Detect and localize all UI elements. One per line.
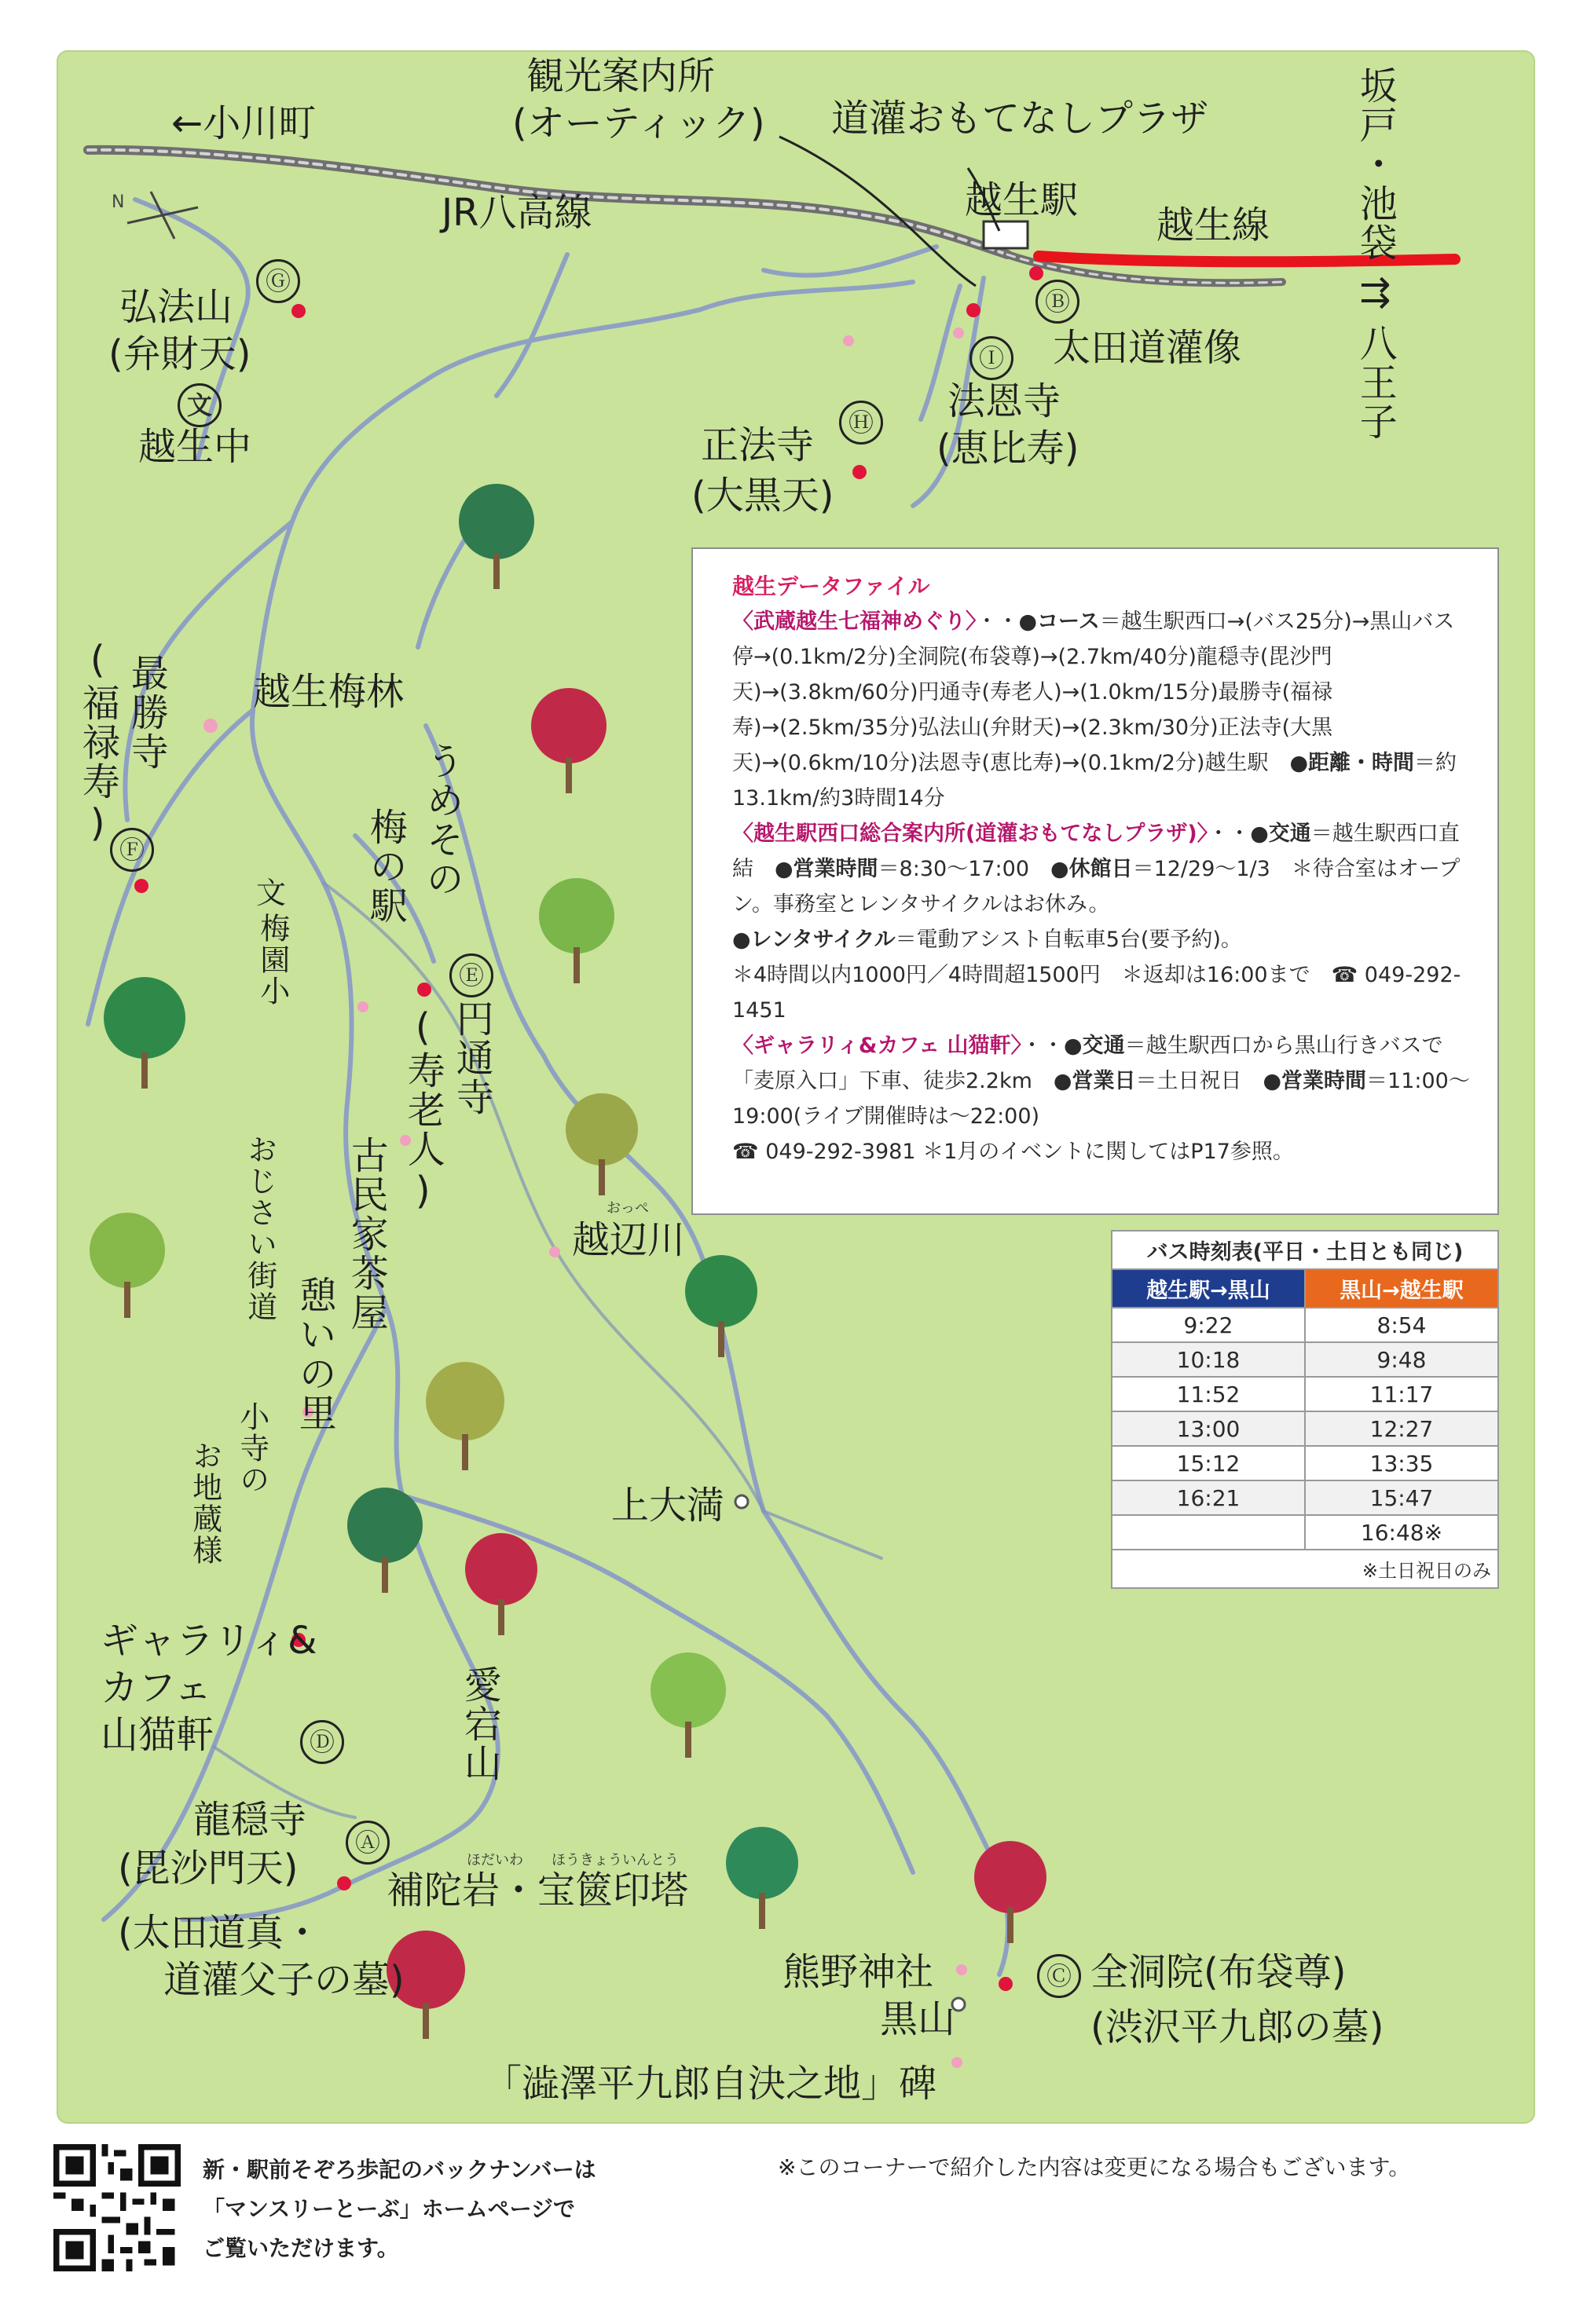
table-cell: 11:17 bbox=[1305, 1377, 1498, 1411]
label-kobozan-benzaiten: (弁財天) bbox=[108, 332, 251, 376]
label-hodaiwa: 補陀岩・宝篋印塔 bbox=[387, 1868, 689, 1912]
label-gallery-1: ギャラリィ& bbox=[101, 1619, 317, 1663]
hours-text: ＝8:30〜17:00 bbox=[878, 857, 1030, 881]
label-plaza: 道灌おもてなしプラザ bbox=[831, 97, 1209, 141]
footer-line-1: 新・駅前そぞろ歩記のバックナンバーは bbox=[203, 2157, 596, 2183]
col-kuroyama-to-ogose: 黒山→越生駅 bbox=[1305, 1269, 1498, 1308]
bus-timetable-table bbox=[1111, 1268, 1499, 1550]
label-shibusawa-monument: 「澁澤平九郎自決之地」碑 bbox=[484, 2062, 937, 2106]
marker-i: Ⓘ bbox=[969, 336, 1013, 380]
label-ogose-station: 越生駅 bbox=[965, 178, 1079, 222]
table-row bbox=[1112, 1480, 1498, 1515]
label-saishoji: 最勝寺 bbox=[124, 653, 169, 771]
bus-timetable-note: ※土日祝日のみ bbox=[1111, 1550, 1499, 1589]
table-row bbox=[1112, 1308, 1498, 1342]
hours-text: ＝11:00〜19:00(ライブ開催時は〜22:00) bbox=[732, 1069, 1470, 1129]
marker-e: Ⓔ bbox=[449, 953, 493, 997]
footer-line-3: ご覧いただけます。 bbox=[203, 2235, 399, 2261]
table-row bbox=[1112, 1342, 1498, 1377]
data-file-section-gallery bbox=[732, 1028, 1474, 1169]
closed-label: ●休館日 bbox=[1050, 857, 1133, 881]
section-heading: 〈ギャラリィ&カフェ 山猫軒〉 bbox=[732, 1034, 1022, 1058]
table-cell bbox=[1112, 1515, 1305, 1550]
label-umesono: うめその bbox=[420, 741, 464, 898]
label-ryuonji-ota-2: 道灌父子の墓) bbox=[163, 1958, 405, 2002]
label-baien-elementary: 梅園小 bbox=[255, 913, 290, 1007]
data-file-title: 越生データファイル bbox=[732, 573, 930, 599]
hours-label: ●営業時間 bbox=[775, 857, 878, 881]
rental-label: ●レンタサイクル bbox=[732, 928, 896, 952]
access-label: ●交通 bbox=[1064, 1034, 1125, 1058]
label-ojisai-kaido: おじさい街道 bbox=[242, 1134, 277, 1323]
label-ryuonji-bishamonten: (毘沙門天) bbox=[118, 1846, 299, 1890]
label-ogose-bairin: 越生梅林 bbox=[253, 670, 405, 714]
label-atagoyama: 愛宕山 bbox=[457, 1665, 502, 1783]
road-11 bbox=[826, 1715, 913, 1872]
table-cell: 9:48 bbox=[1305, 1342, 1498, 1377]
hours-label: ●営業時間 bbox=[1263, 1069, 1367, 1093]
days-text: ＝土日祝日 bbox=[1135, 1069, 1242, 1093]
data-file-section-plaza bbox=[732, 816, 1474, 1028]
rental-text: ＝電動アシスト自転車5台(要予約)。 bbox=[895, 928, 1242, 952]
dots: ・・ bbox=[976, 609, 1019, 634]
rental-note: ＊4時間以内1000円／4時間超1500円 ＊返却は16:00まで ☎ 049-292-1451 bbox=[732, 963, 1461, 1023]
school-mark-ogose-chu: 文 bbox=[178, 383, 222, 427]
label-shohoji: 正法寺 bbox=[701, 423, 815, 467]
label-kominka-chaya: 古民家茶屋 bbox=[344, 1136, 389, 1332]
label-kuroyama: 黒山 bbox=[880, 1997, 956, 2041]
school-mark-baien: 文 bbox=[256, 876, 287, 910]
label-hoonji: 法恩寺 bbox=[947, 379, 1061, 423]
marker-c: Ⓒ bbox=[1037, 1954, 1081, 1998]
ogose-station-building bbox=[984, 221, 1028, 248]
road-3 bbox=[764, 247, 936, 276]
label-ryuonji: 龍穏寺 bbox=[193, 1798, 307, 1842]
label-hachioji: →八王子 bbox=[1353, 278, 1398, 441]
marker-b: Ⓑ bbox=[1035, 280, 1079, 324]
access-text: ＝越生駅西口直結 bbox=[732, 822, 1460, 881]
label-oppe-river: 越辺川 bbox=[572, 1218, 686, 1262]
section-heading: 〈越生駅西口総合案内所(道灌おもてなしプラザ)〉 bbox=[732, 822, 1208, 846]
ruby-oppe: おっぺ bbox=[607, 1200, 649, 1217]
label-kumano-jinja: 熊野神社 bbox=[783, 1950, 934, 1994]
ruby-hodaiwa: ほだいわ ほうきょういんとう bbox=[467, 1852, 679, 1868]
table-cell: 13:35 bbox=[1305, 1446, 1498, 1480]
label-gallery-3: 山猫軒 bbox=[101, 1713, 214, 1757]
marker-a: Ⓐ bbox=[346, 1821, 390, 1865]
label-ume-no-eki: 梅の駅 bbox=[363, 807, 408, 925]
qr-code-icon[interactable] bbox=[53, 2144, 181, 2271]
table-cell: 8:54 bbox=[1305, 1308, 1498, 1342]
label-ojizo-sama: お地蔵様 bbox=[187, 1440, 222, 1566]
table-cell: 11:52 bbox=[1112, 1377, 1305, 1411]
footer-disclaimer: ※このコーナーで紹介した内容は変更になる場合もございます。 bbox=[778, 2154, 1411, 2180]
data-file-box bbox=[691, 547, 1499, 1215]
marker-d: Ⓓ bbox=[300, 1720, 344, 1764]
label-entsuji-jurojin: (寿老人) bbox=[401, 1005, 445, 1214]
col-ogose-to-kuroyama: 越生駅→黒山 bbox=[1112, 1269, 1305, 1308]
label-shohoji-daikokuten: (大黒天) bbox=[691, 474, 834, 518]
label-zendoin-shibusawa: (渋沢平九郎の墓) bbox=[1090, 2005, 1384, 2049]
access-label: ●交通 bbox=[1250, 822, 1311, 846]
label-ikoi-no-sato: 憩いの里 bbox=[292, 1275, 337, 1433]
tel-text: ☎ 049-292-3981 ＊1月のイベントに関してはP17参照。 bbox=[732, 1140, 1294, 1164]
days-label: ●営業日 bbox=[1053, 1069, 1136, 1093]
dots: ・・ bbox=[1021, 1034, 1065, 1058]
label-kanko-2: (オーティック) bbox=[512, 101, 765, 145]
label-jr-hachiko: JR八高線 bbox=[442, 191, 592, 235]
north-compass bbox=[112, 192, 198, 239]
label-entsuji: 円通寺 bbox=[449, 999, 494, 1117]
table-cell: 16:21 bbox=[1112, 1480, 1305, 1515]
label-zendoin: 全洞院(布袋尊) bbox=[1090, 1950, 1347, 1994]
table-cell: 12:27 bbox=[1305, 1411, 1498, 1446]
table-row bbox=[1112, 1446, 1498, 1480]
label-ogose-chu: 越生中 bbox=[138, 425, 252, 469]
label-ogose-line: 越生線 bbox=[1156, 203, 1270, 247]
label-saishoji-fukurokuju: (福禄寿) bbox=[75, 638, 120, 847]
footer-backnumber-text bbox=[203, 2150, 596, 2268]
marker-g: Ⓖ bbox=[256, 259, 300, 303]
svg-text:N: N bbox=[112, 192, 125, 212]
table-row bbox=[1112, 1515, 1498, 1550]
table-cell: 15:47 bbox=[1305, 1480, 1498, 1515]
table-cell: 16:48※ bbox=[1305, 1515, 1498, 1550]
road-15 bbox=[497, 254, 567, 396]
table-row bbox=[1112, 1377, 1498, 1411]
bus-stop-icons bbox=[735, 1495, 965, 2011]
label-ota-dokan-statue: 太田道灌像 bbox=[1053, 326, 1242, 370]
section-heading: 〈武蔵越生七福神めぐり〉 bbox=[732, 609, 977, 634]
label-ogawa: ←小川町 bbox=[171, 101, 317, 145]
label-kamioomitsu: 上大満 bbox=[611, 1484, 725, 1528]
road-10 bbox=[764, 1511, 1008, 1974]
label-sakado: 坂戸・池袋→ bbox=[1353, 66, 1398, 308]
table-row bbox=[1112, 1411, 1498, 1446]
label-kodera: 小寺の bbox=[234, 1401, 269, 1495]
access-text: ＝越生駅西口から黒山行きバスで「麦原入口」下車、徒歩2.2km bbox=[732, 1034, 1443, 1093]
data-file-section-shichifukujin bbox=[732, 604, 1474, 816]
label-gallery-2: カフェ bbox=[101, 1666, 212, 1710]
table-cell: 13:00 bbox=[1112, 1411, 1305, 1446]
table-cell: 10:18 bbox=[1112, 1342, 1305, 1377]
label-ryuonji-ota-1: (太田道真・ bbox=[118, 1911, 321, 1955]
label-hoonji-ebisu: (恵比寿) bbox=[936, 426, 1079, 470]
distance-label: ●距離・時間 bbox=[1289, 751, 1415, 775]
bus-timetable bbox=[1111, 1230, 1499, 1589]
closed-text: ＝12/29〜1/3 ＊待合室はオープン。事務室とレンタサイクルはお休み。 bbox=[732, 857, 1461, 917]
table-cell: 15:12 bbox=[1112, 1446, 1305, 1480]
label-kanko-1: 観光案内所 bbox=[526, 54, 716, 98]
course-text: ＝越生駅西口→(バス25分)→黒山バス停→(0.1km/2分)全洞院(布袋尊)→(2.7km/40分)龍穏寺(毘沙門天)→(3.8km/60分)円通寺(寿老人)→(1.0km/15分)最勝寺(福禄寿)→(2.5km/35分)弘法山(弁財天)→(2.3km/30分)正法寺(大黒天)→(0.6km/10分)法恩寺(恵比寿)→(0.1km/2分)越生駅 bbox=[732, 609, 1455, 775]
label-kobozan: 弘法山 bbox=[119, 285, 233, 329]
distance-text: ＝約13.1km/約3時間14分 bbox=[732, 751, 1457, 811]
table-cell: 9:22 bbox=[1112, 1308, 1305, 1342]
dots: ・・ bbox=[1208, 822, 1251, 846]
marker-h: Ⓗ bbox=[839, 401, 883, 445]
bus-timetable-title: バス時刻表(平日・土日とも同じ) bbox=[1111, 1230, 1499, 1268]
marker-f: Ⓕ bbox=[110, 828, 154, 872]
course-label: ●コース bbox=[1018, 609, 1100, 634]
footer-line-2: 「マンスリーとーぶ」ホームページで bbox=[203, 2196, 576, 2222]
